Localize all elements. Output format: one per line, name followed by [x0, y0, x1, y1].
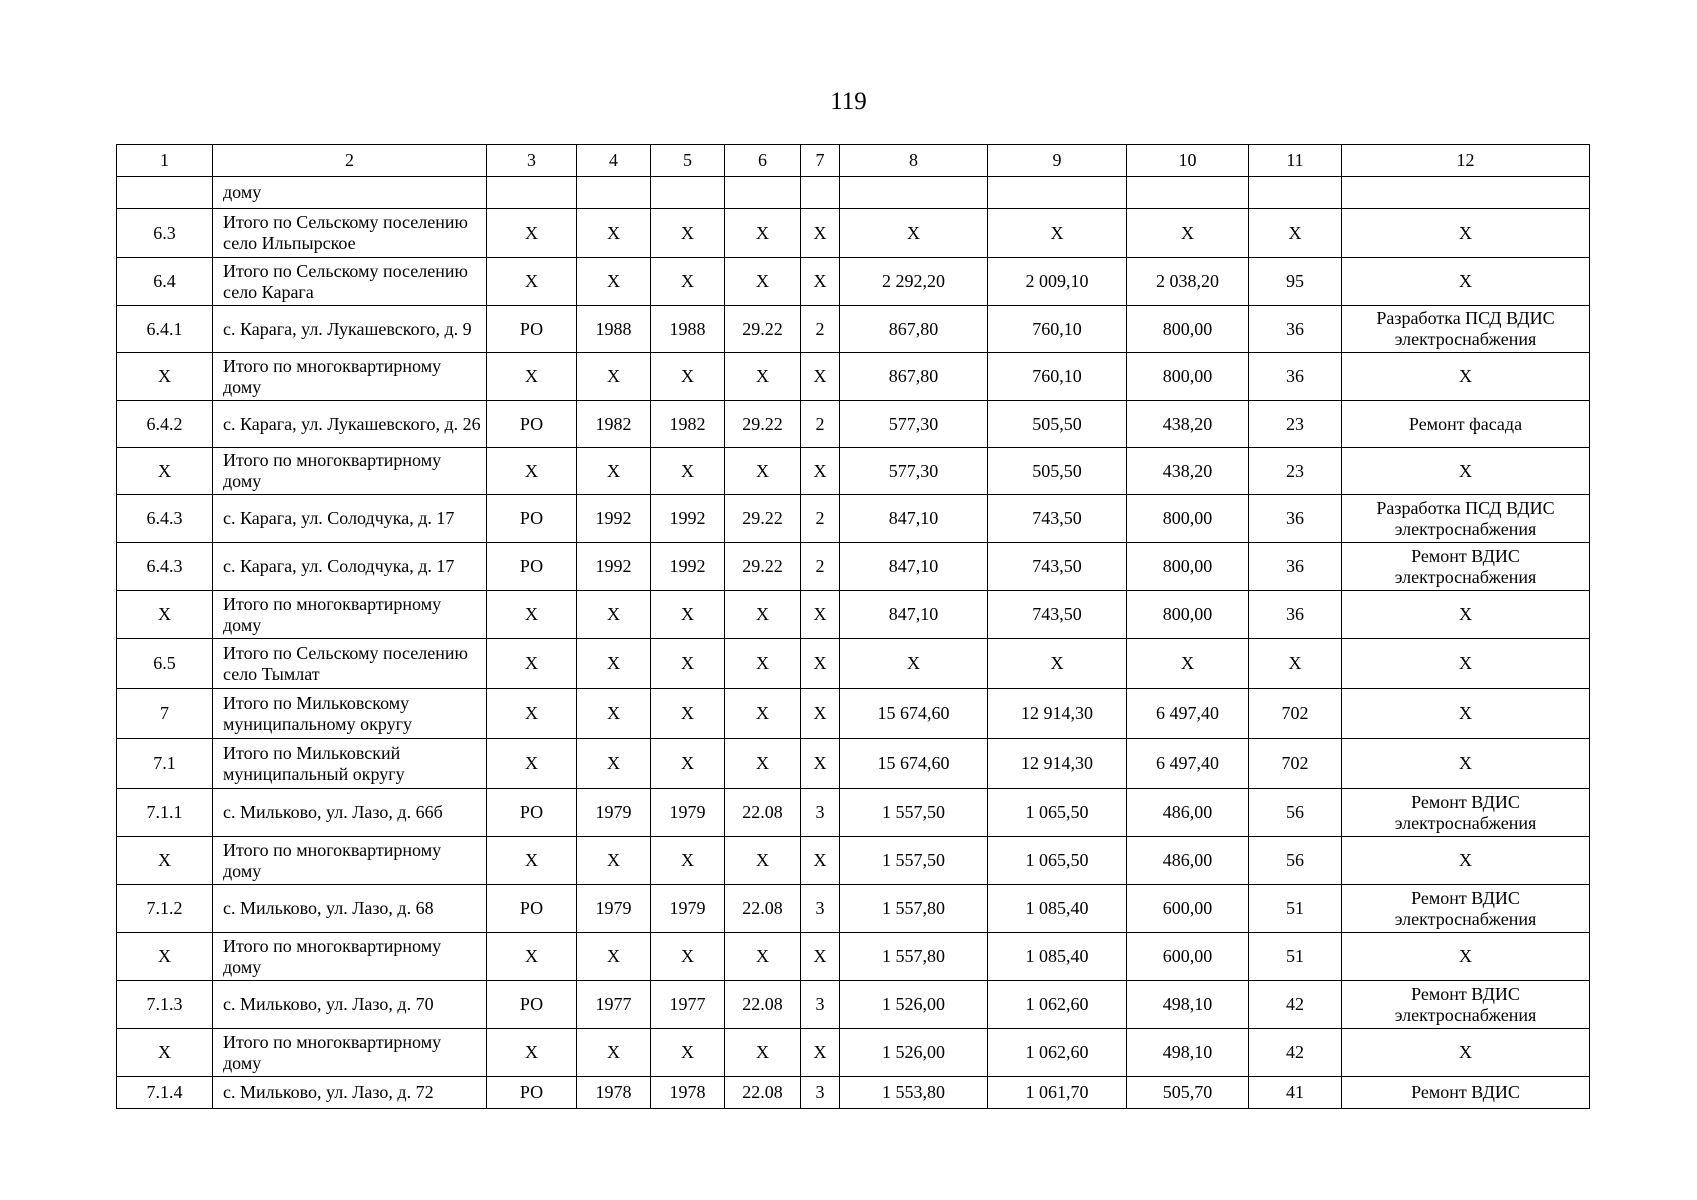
table-row [117, 639, 1590, 689]
table-cell: Х [725, 353, 801, 401]
table-cell: 3 [801, 1077, 840, 1109]
table-cell [117, 177, 213, 209]
table-cell: 22.08 [725, 789, 801, 837]
table-cell: 1 062,60 [988, 981, 1127, 1029]
table-body [117, 145, 1590, 1109]
table-cell: 867,80 [840, 353, 988, 401]
table-cell: 800,00 [1127, 591, 1249, 639]
table-cell: 1979 [651, 789, 725, 837]
table-cell: 6.4.1 [117, 306, 213, 353]
table-cell: Х [651, 591, 725, 639]
table-cell: Х [801, 591, 840, 639]
table-cell: 800,00 [1127, 543, 1249, 591]
table-cell: Х [487, 837, 577, 885]
table-cell: Х [651, 689, 725, 739]
table-cell: Х [487, 739, 577, 789]
address-cell: Итого по многоквартирному дому [213, 933, 487, 981]
table-cell: РО [487, 789, 577, 837]
table-cell: Х [577, 933, 651, 981]
table-cell: 36 [1249, 591, 1342, 639]
table-row [117, 401, 1590, 448]
table-cell: 6.4.3 [117, 543, 213, 591]
header-cell: 10 [1127, 145, 1249, 177]
table-cell: 3 [801, 789, 840, 837]
table-cell: 1977 [577, 981, 651, 1029]
table-cell: 1 557,80 [840, 885, 988, 933]
table-cell: 847,10 [840, 543, 988, 591]
table-cell: Х [577, 353, 651, 401]
table-row [117, 933, 1590, 981]
table-cell: 7.1 [117, 739, 213, 789]
table-cell: 1 062,60 [988, 1029, 1127, 1077]
table-row [117, 543, 1590, 591]
table-cell: 7.1.4 [117, 1077, 213, 1109]
table-cell [577, 177, 651, 209]
table-cell: 743,50 [988, 543, 1127, 591]
table-cell: РО [487, 543, 577, 591]
table-cell: 15 674,60 [840, 739, 988, 789]
table-cell: Х [1342, 639, 1590, 689]
table-cell: 6.5 [117, 639, 213, 689]
header-cell: 6 [725, 145, 801, 177]
table-cell: 41 [1249, 1077, 1342, 1109]
address-cell: с. Мильково, ул. Лазо, д. 70 [213, 981, 487, 1029]
table-cell: Х [487, 448, 577, 495]
table-cell: 36 [1249, 353, 1342, 401]
table-cell: 505,70 [1127, 1077, 1249, 1109]
table-cell [840, 177, 988, 209]
table-cell: Х [577, 591, 651, 639]
table-cell: РО [487, 495, 577, 543]
table-cell: Х [801, 739, 840, 789]
table-cell: Х [487, 591, 577, 639]
table-cell: Х [117, 933, 213, 981]
address-cell: Итого по многоквартирному дому [213, 448, 487, 495]
table-cell: Х [725, 689, 801, 739]
table-cell: Х [801, 353, 840, 401]
table-cell: 22.08 [725, 981, 801, 1029]
table-cell: 505,50 [988, 401, 1127, 448]
table-cell: Х [801, 258, 840, 306]
table-cell: Ремонт ВДИС электроснабжения [1342, 981, 1590, 1029]
table-cell [1127, 177, 1249, 209]
address-cell: Итого по Мильковскому муниципальному округу [213, 689, 487, 739]
table-cell: 847,10 [840, 591, 988, 639]
header-cell: 3 [487, 145, 577, 177]
table-cell: 1982 [651, 401, 725, 448]
header-cell: 12 [1342, 145, 1590, 177]
table-cell: 2 292,20 [840, 258, 988, 306]
table-cell: Х [1342, 933, 1590, 981]
address-cell: Итого по многоквартирному дому [213, 1029, 487, 1077]
table-cell: 2 [801, 495, 840, 543]
table-cell: 6.4.2 [117, 401, 213, 448]
table-cell: 6 497,40 [1127, 689, 1249, 739]
table-cell: Х [801, 1029, 840, 1077]
address-cell: с. Мильково, ул. Лазо, д. 68 [213, 885, 487, 933]
table-cell: 1 526,00 [840, 981, 988, 1029]
table-cell: Х [1342, 353, 1590, 401]
table-row [117, 739, 1590, 789]
page-number: 119 [830, 88, 867, 115]
table-cell [801, 177, 840, 209]
table-cell [725, 177, 801, 209]
table-cell: Х [651, 837, 725, 885]
table-cell: Х [651, 353, 725, 401]
address-cell: с. Карага, ул. Солодчука, д. 17 [213, 543, 487, 591]
table-cell: 1 065,50 [988, 837, 1127, 885]
table-cell: 36 [1249, 543, 1342, 591]
table-cell: Х [577, 1029, 651, 1077]
table-cell: 847,10 [840, 495, 988, 543]
table-cell: Х [725, 258, 801, 306]
table-cell: 29.22 [725, 306, 801, 353]
table-cell: 800,00 [1127, 353, 1249, 401]
table-cell: 2 [801, 543, 840, 591]
table-cell: Х [487, 209, 577, 258]
table-cell: 7.1.2 [117, 885, 213, 933]
table-cell: Х [1249, 639, 1342, 689]
table-cell: 800,00 [1127, 495, 1249, 543]
table-cell [487, 177, 577, 209]
table-cell: 1979 [577, 789, 651, 837]
table-cell: Х [1342, 258, 1590, 306]
table-cell: Х [651, 258, 725, 306]
table-cell: 600,00 [1127, 885, 1249, 933]
address-cell: Итого по Сельскому поселению село Ильпырское [213, 209, 487, 258]
table-cell: Х [1127, 209, 1249, 258]
table-cell: 51 [1249, 933, 1342, 981]
table-cell: Х [801, 209, 840, 258]
table-cell: 1979 [577, 885, 651, 933]
address-cell: с. Мильково, ул. Лазо, д. 72 [213, 1077, 487, 1109]
table-cell: 22.08 [725, 1077, 801, 1109]
table-cell: Х [725, 739, 801, 789]
table-cell: 7.1.3 [117, 981, 213, 1029]
table-row [117, 837, 1590, 885]
table-cell: Ремонт ВДИС [1342, 1077, 1590, 1109]
table-cell: 486,00 [1127, 837, 1249, 885]
table-cell: Х [988, 639, 1127, 689]
table-cell: 15 674,60 [840, 689, 988, 739]
table-cell: Х [117, 837, 213, 885]
table-cell: 1982 [577, 401, 651, 448]
header-cell: 7 [801, 145, 840, 177]
table-cell: 56 [1249, 837, 1342, 885]
table-cell: 42 [1249, 981, 1342, 1029]
header-cell: 4 [577, 145, 651, 177]
table-cell: Х [1127, 639, 1249, 689]
table-cell: Х [988, 209, 1127, 258]
table-cell: Ремонт ВДИС электроснабжения [1342, 789, 1590, 837]
table-row [117, 789, 1590, 837]
table-cell: Х [1342, 837, 1590, 885]
table-cell: Х [577, 258, 651, 306]
table-cell [651, 177, 725, 209]
table-cell: Х [801, 639, 840, 689]
table-row [117, 353, 1590, 401]
table-cell: 2 009,10 [988, 258, 1127, 306]
address-cell: с. Карага, ул. Лукашевского, д. 9 [213, 306, 487, 353]
table-row [117, 689, 1590, 739]
header-cell: 2 [213, 145, 487, 177]
table-row [117, 209, 1590, 258]
table-cell: Х [577, 639, 651, 689]
table-cell: РО [487, 885, 577, 933]
table-cell: 600,00 [1127, 933, 1249, 981]
table-cell: Х [487, 689, 577, 739]
table-row [117, 885, 1590, 933]
table-row [117, 177, 1590, 209]
table-cell: 867,80 [840, 306, 988, 353]
table-cell: 760,10 [988, 353, 1127, 401]
table-cell: 1 526,00 [840, 1029, 988, 1077]
table-cell: 1978 [651, 1077, 725, 1109]
table-cell: Х [117, 448, 213, 495]
table-cell: Х [1342, 1029, 1590, 1077]
table-cell: Х [1342, 739, 1590, 789]
table-cell: Ремонт ВДИС электроснабжения [1342, 885, 1590, 933]
table-cell: Х [117, 591, 213, 639]
table-cell: 23 [1249, 448, 1342, 495]
table-cell: Х [801, 689, 840, 739]
table-cell: 51 [1249, 885, 1342, 933]
address-cell: Итого по Сельскому поселению село Карага [213, 258, 487, 306]
table-cell [1342, 177, 1590, 209]
table-row [117, 981, 1590, 1029]
table-cell: Х [725, 933, 801, 981]
header-cell: 5 [651, 145, 725, 177]
table-cell: 1977 [651, 981, 725, 1029]
address-cell: Итого по многоквартирному дому [213, 837, 487, 885]
table-cell: Разработка ПСД ВДИС электроснабжения [1342, 495, 1590, 543]
table-cell: 36 [1249, 306, 1342, 353]
table-cell: Х [725, 448, 801, 495]
table-cell: Х [487, 933, 577, 981]
table-cell: 1 557,50 [840, 789, 988, 837]
table-cell: 438,20 [1127, 448, 1249, 495]
table-cell: 1 085,40 [988, 933, 1127, 981]
table-cell: 12 914,30 [988, 739, 1127, 789]
table-cell: Х [117, 353, 213, 401]
table-cell: Х [577, 689, 651, 739]
table-cell: Х [651, 209, 725, 258]
table-cell: 577,30 [840, 448, 988, 495]
table-cell: 1978 [577, 1077, 651, 1109]
table-cell: Х [1342, 689, 1590, 739]
table-row [117, 258, 1590, 306]
table-cell: 6.4.3 [117, 495, 213, 543]
table-cell: 2 [801, 306, 840, 353]
table-cell: 1 065,50 [988, 789, 1127, 837]
table-cell: Х [801, 448, 840, 495]
table-cell: Х [651, 933, 725, 981]
table-row [117, 448, 1590, 495]
address-cell: с. Мильково, ул. Лазо, д. 66б [213, 789, 487, 837]
table-cell: 7 [117, 689, 213, 739]
table-cell: 1 557,50 [840, 837, 988, 885]
table-row [117, 1077, 1590, 1109]
address-cell: Итого по Сельскому поселению село Тымлат [213, 639, 487, 689]
table-row [117, 591, 1590, 639]
table-cell: 1988 [651, 306, 725, 353]
table-cell: 743,50 [988, 495, 1127, 543]
table-cell: Х [577, 837, 651, 885]
table-cell: 3 [801, 981, 840, 1029]
header-cell: 9 [988, 145, 1127, 177]
table-cell: 6 497,40 [1127, 739, 1249, 789]
table-cell: 95 [1249, 258, 1342, 306]
table-cell: Х [801, 837, 840, 885]
table-cell: 2 038,20 [1127, 258, 1249, 306]
table-cell: 760,10 [988, 306, 1127, 353]
table-cell: Х [840, 209, 988, 258]
table-cell: 2 [801, 401, 840, 448]
table-cell: 3 [801, 885, 840, 933]
table-cell: 42 [1249, 1029, 1342, 1077]
table-cell: 29.22 [725, 401, 801, 448]
table-cell: 22.08 [725, 885, 801, 933]
address-cell: с. Карага, ул. Лукашевского, д. 26 [213, 401, 487, 448]
table-cell: Х [1342, 591, 1590, 639]
table-cell: 1992 [577, 495, 651, 543]
table-cell: 1 061,70 [988, 1077, 1127, 1109]
header-cell: 11 [1249, 145, 1342, 177]
table-cell: 56 [1249, 789, 1342, 837]
table-cell: 6.3 [117, 209, 213, 258]
table-cell: Х [651, 1029, 725, 1077]
column-number-row [117, 145, 1590, 177]
table-cell: 1988 [577, 306, 651, 353]
table-cell: 743,50 [988, 591, 1127, 639]
header-cell: 1 [117, 145, 213, 177]
address-cell: дому [213, 177, 487, 209]
table-cell: 7.1.1 [117, 789, 213, 837]
housing-repair-table [116, 144, 1590, 1109]
table-cell: 36 [1249, 495, 1342, 543]
table-cell: Х [725, 1029, 801, 1077]
table-cell: Х [487, 1029, 577, 1077]
table-cell: Х [651, 448, 725, 495]
table-cell: Х [725, 591, 801, 639]
table-cell: 1992 [651, 543, 725, 591]
table-cell: РО [487, 1077, 577, 1109]
table-cell: 498,10 [1127, 1029, 1249, 1077]
table-cell: 486,00 [1127, 789, 1249, 837]
table-cell: Разработка ПСД ВДИС электроснабжения [1342, 306, 1590, 353]
table-cell: Х [840, 639, 988, 689]
table-cell: РО [487, 981, 577, 1029]
table-cell: 12 914,30 [988, 689, 1127, 739]
table-cell: Х [1249, 209, 1342, 258]
table-cell: Ремонт ВДИС электроснабжения [1342, 543, 1590, 591]
table-cell: 6.4 [117, 258, 213, 306]
table-row [117, 1029, 1590, 1077]
table-cell: Х [1342, 448, 1590, 495]
table-cell: Х [487, 258, 577, 306]
table-cell: 702 [1249, 689, 1342, 739]
header-cell: 8 [840, 145, 988, 177]
table-cell: Х [117, 1029, 213, 1077]
table-cell: Ремонт фасада [1342, 401, 1590, 448]
table-cell: 1992 [577, 543, 651, 591]
table-cell: 1992 [651, 495, 725, 543]
table-cell: РО [487, 306, 577, 353]
table-cell: Х [725, 837, 801, 885]
address-cell: Итого по многоквартирному дому [213, 353, 487, 401]
table-cell: Х [725, 639, 801, 689]
table-cell: 29.22 [725, 543, 801, 591]
table-cell: Х [1342, 209, 1590, 258]
table-cell: 800,00 [1127, 306, 1249, 353]
table-cell: 577,30 [840, 401, 988, 448]
address-cell: с. Карага, ул. Солодчука, д. 17 [213, 495, 487, 543]
table-cell: Х [577, 739, 651, 789]
table-cell: Х [725, 209, 801, 258]
table-cell: 29.22 [725, 495, 801, 543]
table-cell: 702 [1249, 739, 1342, 789]
table-cell: Х [801, 933, 840, 981]
table-cell: 1 553,80 [840, 1077, 988, 1109]
table-cell: Х [577, 209, 651, 258]
table-cell: Х [577, 448, 651, 495]
table-cell: РО [487, 401, 577, 448]
address-cell: Итого по многоквартирному дому [213, 591, 487, 639]
table-cell: 23 [1249, 401, 1342, 448]
table-cell: Х [487, 353, 577, 401]
table-cell: 1979 [651, 885, 725, 933]
table-cell: 438,20 [1127, 401, 1249, 448]
table-cell [988, 177, 1127, 209]
table-cell: Х [651, 739, 725, 789]
table-row [117, 495, 1590, 543]
table-cell: 1 557,80 [840, 933, 988, 981]
table-cell [1249, 177, 1342, 209]
table-cell: 1 085,40 [988, 885, 1127, 933]
table-cell: 505,50 [988, 448, 1127, 495]
table-cell: Х [651, 639, 725, 689]
table-cell: 498,10 [1127, 981, 1249, 1029]
table-row [117, 306, 1590, 353]
address-cell: Итого по Мильковский муниципальный округу [213, 739, 487, 789]
table-cell: Х [487, 639, 577, 689]
